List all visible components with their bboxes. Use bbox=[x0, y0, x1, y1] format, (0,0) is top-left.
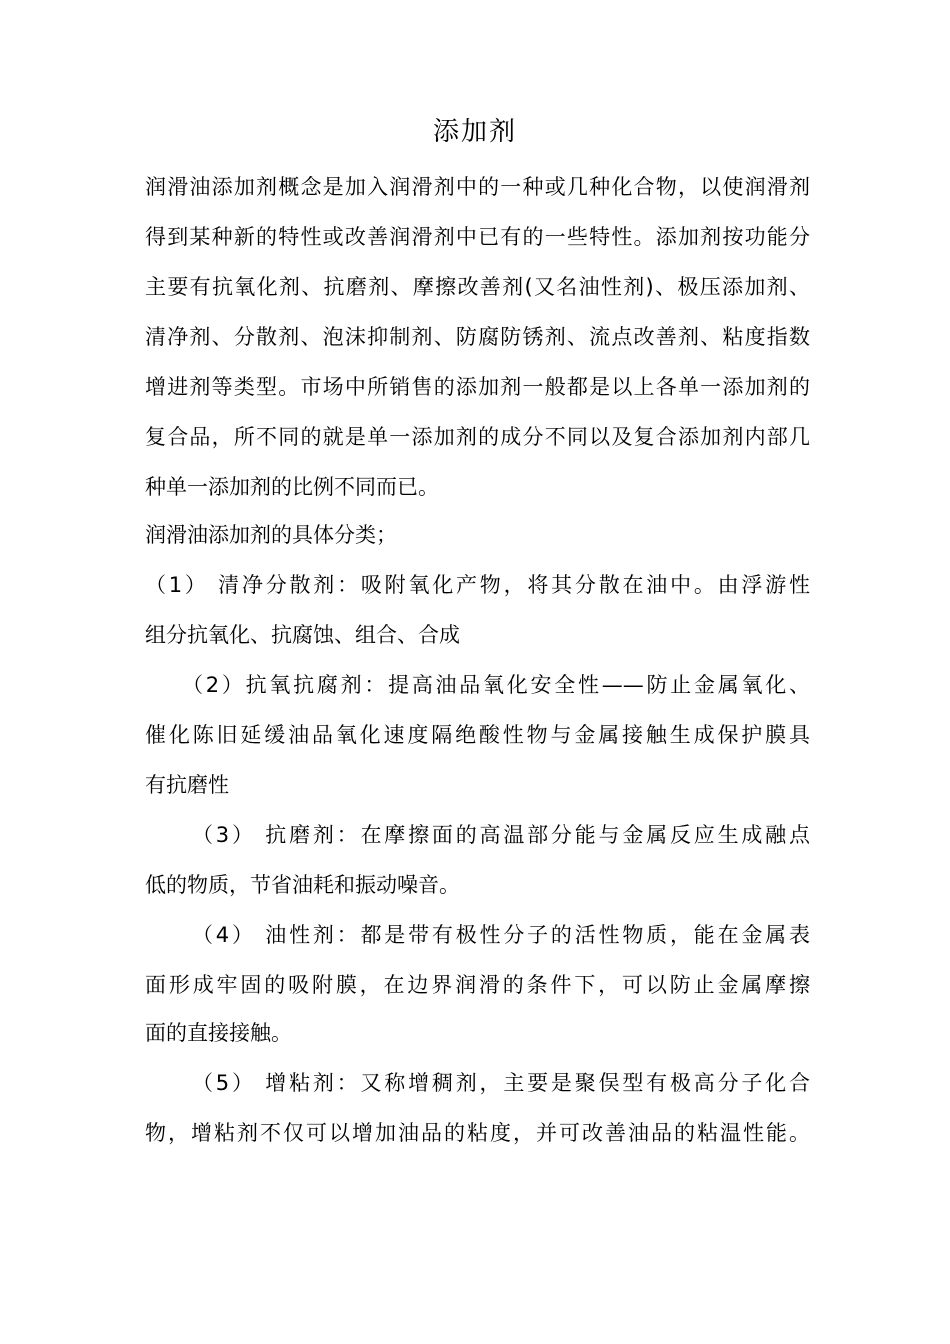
list-item-3-line: 低的物质，节省油耗和振动噪音。 bbox=[145, 873, 460, 897]
paragraph-line: 得到某种新的特性或改善润滑剂中已有的一些特性。添加剂按功能分 bbox=[145, 225, 810, 249]
list-item-5-line: （5） 增粘剂：又称增稠剂，主要是聚俣型有极高分子化合 bbox=[192, 1071, 810, 1095]
document-title: 添加剂 bbox=[432, 117, 517, 147]
list-item-5-line: 物，增粘剂不仅可以增加油品的粘度，并可改善油品的粘温性能。 bbox=[145, 1121, 810, 1145]
paragraph-line: 清净剂、分散剂、泡沫抑制剂、防腐防锈剂、流点改善剂、粘度指数 bbox=[145, 325, 810, 349]
list-item-3-line: （3） 抗磨剂：在摩擦面的高温部分能与金属反应生成融点 bbox=[192, 823, 810, 847]
list-item-4-line: （4） 油性剂：都是带有极性分子的活性物质，能在金属表 bbox=[192, 923, 810, 947]
paragraph-line: 复合品，所不同的就是单一添加剂的成分不同以及复合添加剂内部几 bbox=[145, 425, 810, 449]
paragraph-line: 增进剂等类型。市场中所销售的添加剂一般都是以上各单一添加剂的 bbox=[145, 375, 810, 399]
list-item-1-line: （1） 清净分散剂：吸附氧化产物，将其分散在油中。由浮游性 bbox=[145, 573, 810, 597]
list-item-2-line: 有抗磨性 bbox=[145, 773, 229, 797]
list-item-2-line: （2）抗氧抗腐剂：提高油品氧化安全性——防止金属氧化、 bbox=[182, 673, 810, 697]
list-item-4-line: 面的直接接触。 bbox=[145, 1021, 292, 1045]
section-heading: 润滑油添加剂的具体分类； bbox=[145, 523, 397, 547]
list-item-1-line: 组分抗氧化、抗腐蚀、组合、合成 bbox=[145, 623, 460, 647]
list-item-2-line: 催化陈旧延缓油品氧化速度隔绝酸性物与金属接触生成保护膜具 bbox=[145, 723, 810, 747]
list-item-4-line: 面形成牢固的吸附膜，在边界润滑的条件下，可以防止金属摩擦 bbox=[145, 973, 810, 997]
paragraph-line: 种单一添加剂的比例不同而已。 bbox=[145, 475, 439, 499]
paragraph-line: 主要有抗氧化剂、抗磨剂、摩擦改善剂(又名油性剂)、极压添加剂、 bbox=[145, 275, 810, 299]
paragraph-line: 润滑油添加剂概念是加入润滑剂中的一种或几种化合物，以使润滑剂 bbox=[145, 175, 810, 199]
